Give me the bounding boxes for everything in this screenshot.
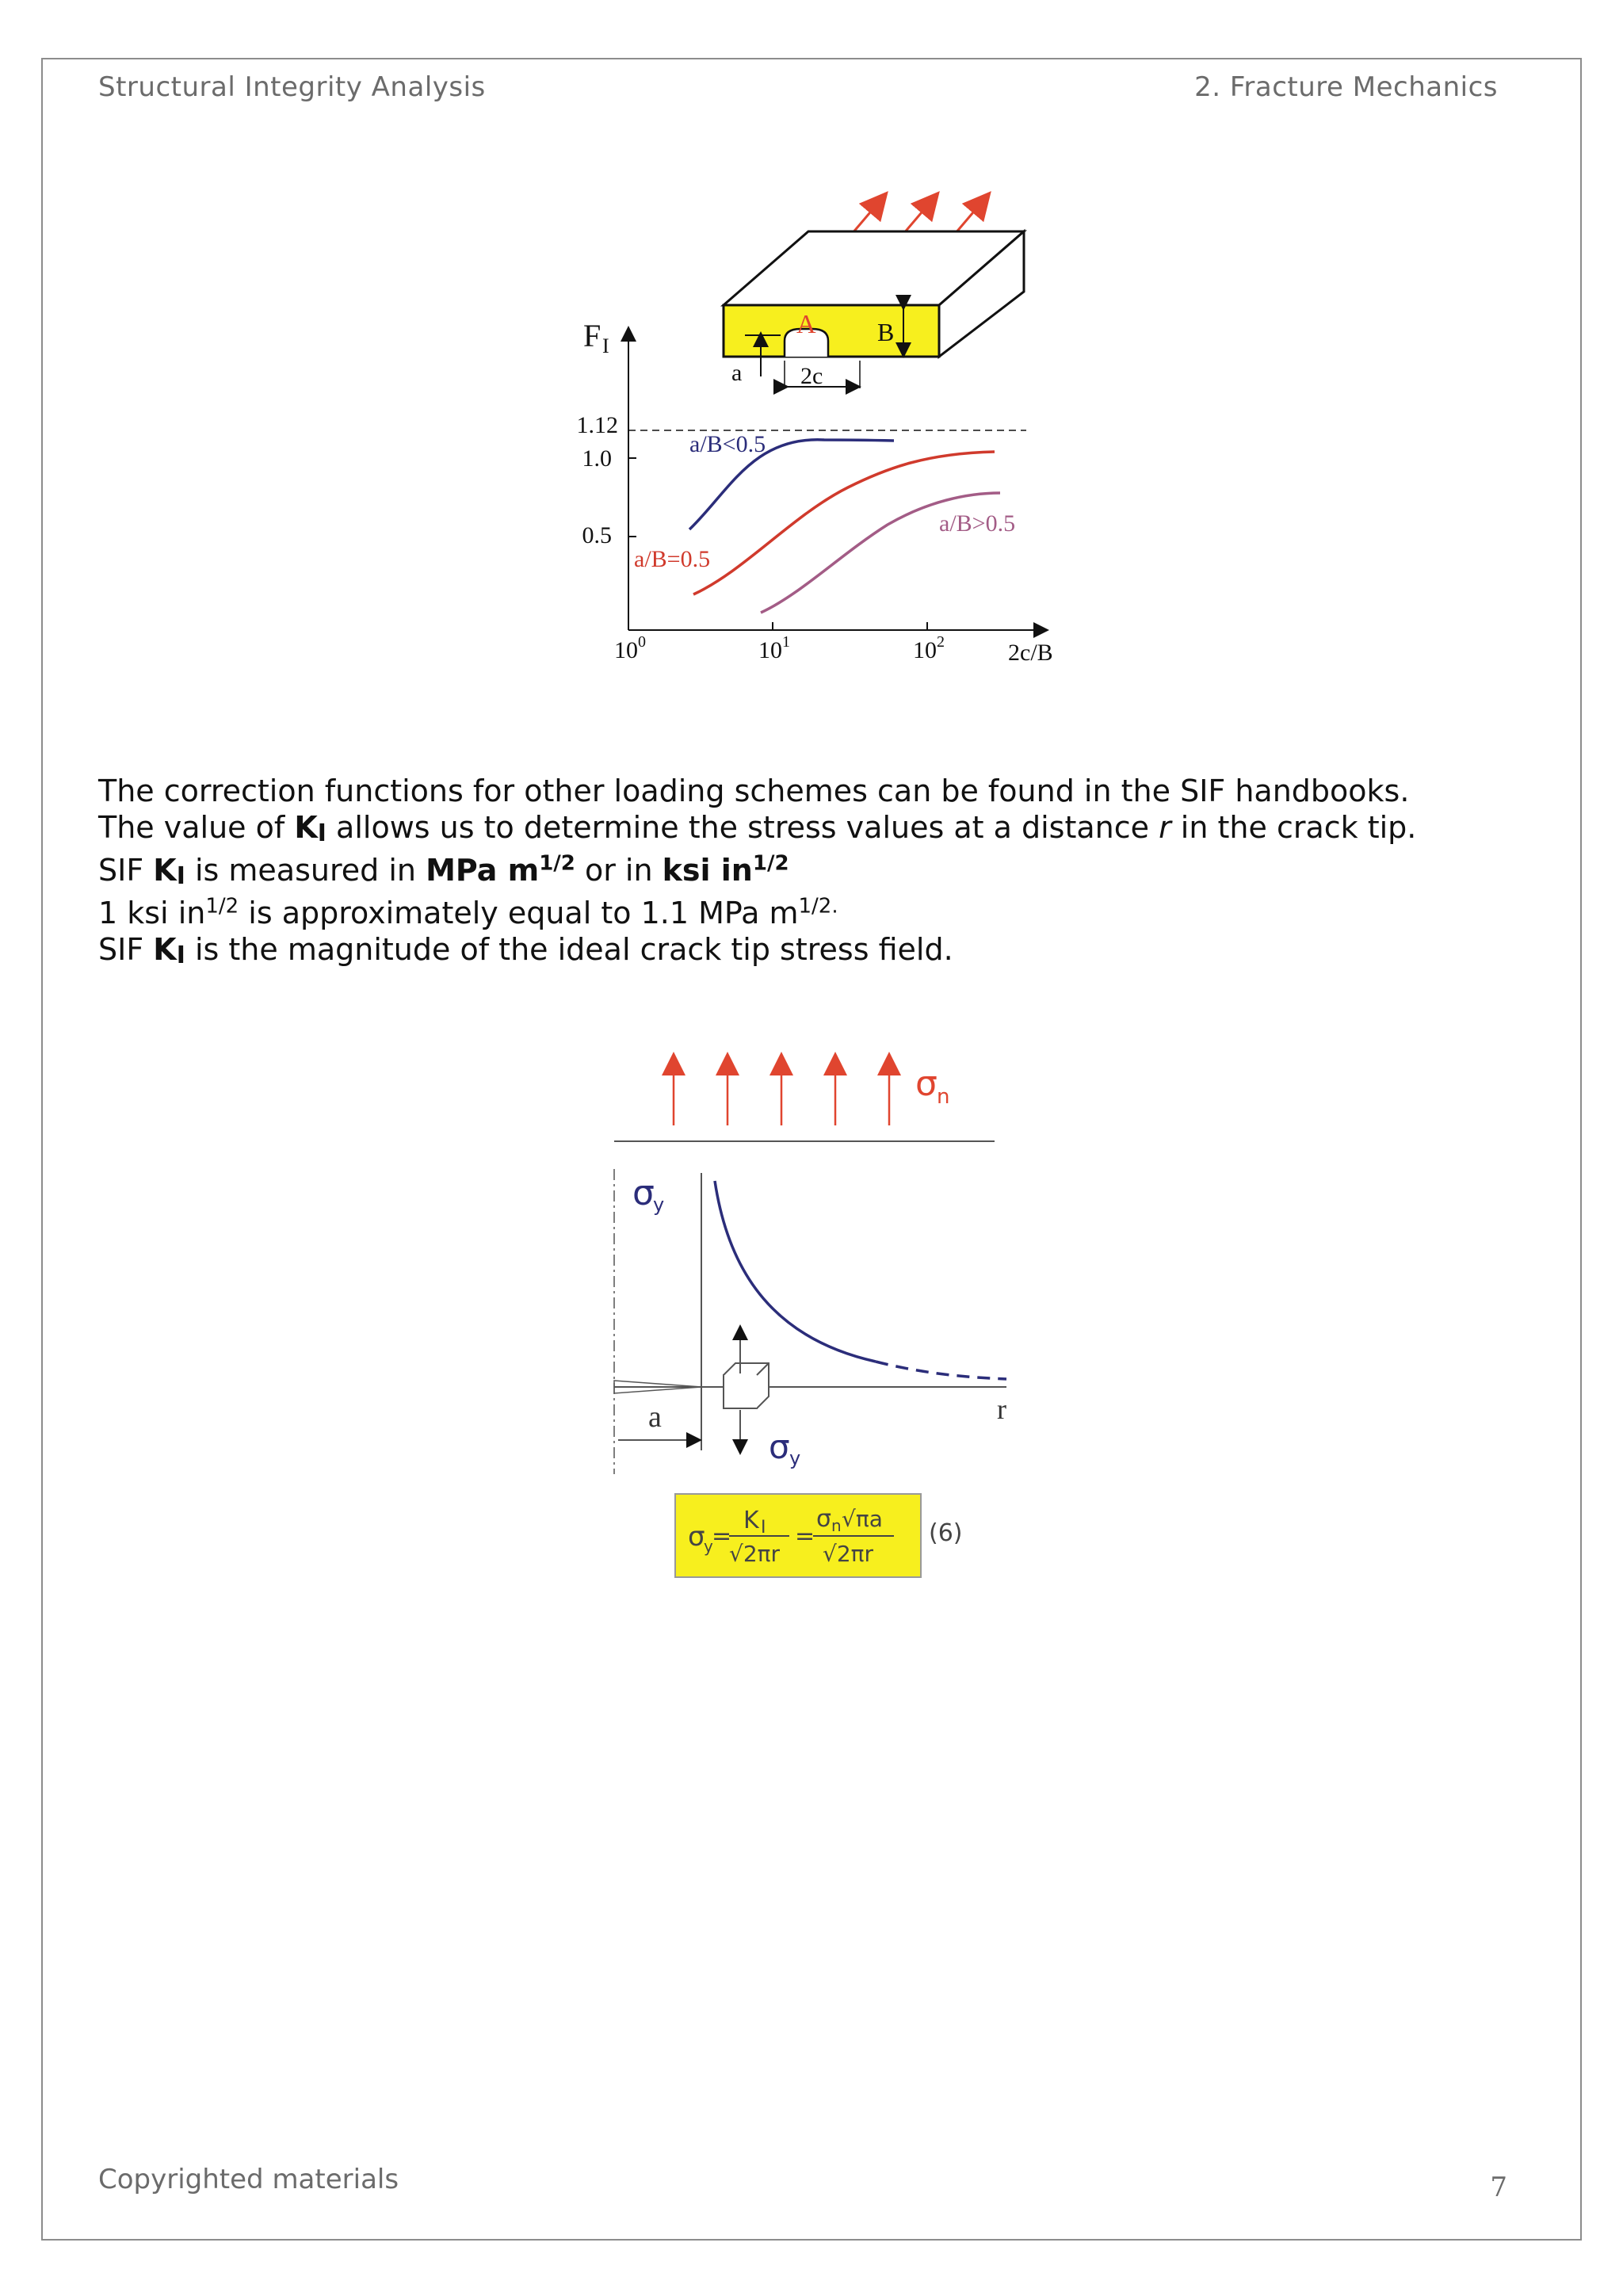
y-tick-1-12: 1.12 bbox=[576, 412, 618, 438]
header-left-title: Structural Integrity Analysis bbox=[98, 71, 486, 103]
sigma-y-element-sub: y bbox=[789, 1447, 801, 1469]
y-tick-1-0: 1.0 bbox=[582, 445, 612, 472]
eq-lhs: σ bbox=[688, 1521, 705, 1553]
x-tick-10-1: 10 bbox=[758, 637, 782, 663]
x-tick-exp-1: 1 bbox=[782, 633, 790, 651]
sigma-y-axis-label: σ bbox=[632, 1173, 655, 1213]
curve-label-lt: a/B<0.5 bbox=[689, 431, 766, 457]
eq-lhs-sub: y bbox=[704, 1537, 713, 1556]
sigma-n-sub: n bbox=[937, 1085, 950, 1109]
para-line-3: SIF KI is measured in MPa $m^{1/2}$ or in ksi $in^{1/2}$ bbox=[98, 851, 789, 890]
x-tick-exp-2: 2 bbox=[937, 633, 945, 651]
specimen-label-2c: 2c bbox=[800, 363, 823, 389]
y-axis-label-sub: I bbox=[602, 334, 609, 357]
equation-box bbox=[675, 1494, 921, 1577]
sigma-y-element-label: σ bbox=[769, 1427, 790, 1466]
r-axis-label: r bbox=[997, 1393, 1006, 1425]
eq-num2-sub: n bbox=[831, 1516, 842, 1535]
specimen-block bbox=[724, 231, 1024, 389]
eq-equals-1: = bbox=[712, 1522, 732, 1550]
body-paragraph bbox=[98, 773, 1541, 974]
footer-copyright: Copyrighted materials bbox=[98, 2164, 399, 2195]
y-axis-label: F bbox=[583, 318, 601, 353]
para-line-4: 1 ksi $in^{1/2}$ is approximately equal to 1.1 MPa $m^{1/2.}$ bbox=[98, 894, 838, 930]
remote-stress-arrows bbox=[674, 1064, 889, 1125]
sigma-n-label: σ bbox=[915, 1064, 938, 1104]
eq-num2: σ bbox=[816, 1505, 832, 1533]
specimen-label-A: A bbox=[796, 310, 816, 339]
stress-curve-tail bbox=[876, 1362, 1006, 1379]
x-axis-label: 2c/B bbox=[1008, 640, 1053, 666]
eq-num2-rest: √πa bbox=[842, 1506, 883, 1532]
curve-label-eq: a/B=0.5 bbox=[634, 546, 711, 572]
x-tick-exp-0: 0 bbox=[638, 633, 646, 651]
a-label: a bbox=[648, 1400, 662, 1434]
stress-element bbox=[724, 1328, 769, 1452]
para-line-1: The correction functions for other loading schemes can be found in the SIF handbooks. bbox=[98, 774, 1410, 808]
curve-label-gt: a/B>0.5 bbox=[939, 510, 1016, 537]
para-line-5: SIF KI is the magnitude of the ideal crack tip stress field. bbox=[98, 932, 953, 969]
specimen-label-B: B bbox=[877, 318, 895, 346]
eq-num1: K bbox=[743, 1507, 759, 1534]
load-arrows bbox=[852, 197, 987, 234]
eq-num1-sub: I bbox=[761, 1518, 766, 1538]
x-tick-10-0: 10 bbox=[614, 637, 638, 663]
eq-den1: √2πr bbox=[729, 1541, 781, 1567]
eq-equals-2: = bbox=[795, 1522, 815, 1550]
sigma-y-axis-sub: y bbox=[653, 1194, 665, 1216]
header-right-title: 2. Fracture Mechanics bbox=[1194, 71, 1498, 103]
eq-den2: √2πr bbox=[823, 1541, 874, 1567]
stress-curve bbox=[715, 1181, 876, 1362]
para-line-2: The value of KI allows us to determine the stress values at a distance r in the crack tip. bbox=[98, 810, 1417, 847]
page-number: 7 bbox=[1490, 2172, 1507, 2203]
equation-number: (6) bbox=[929, 1519, 963, 1547]
x-tick-10-2: 10 bbox=[913, 637, 937, 663]
y-tick-0-5: 0.5 bbox=[582, 522, 612, 548]
crack-tip-stress-figure bbox=[602, 1046, 1046, 1585]
correction-function-figure bbox=[539, 182, 1078, 690]
specimen-label-a: a bbox=[731, 360, 743, 386]
